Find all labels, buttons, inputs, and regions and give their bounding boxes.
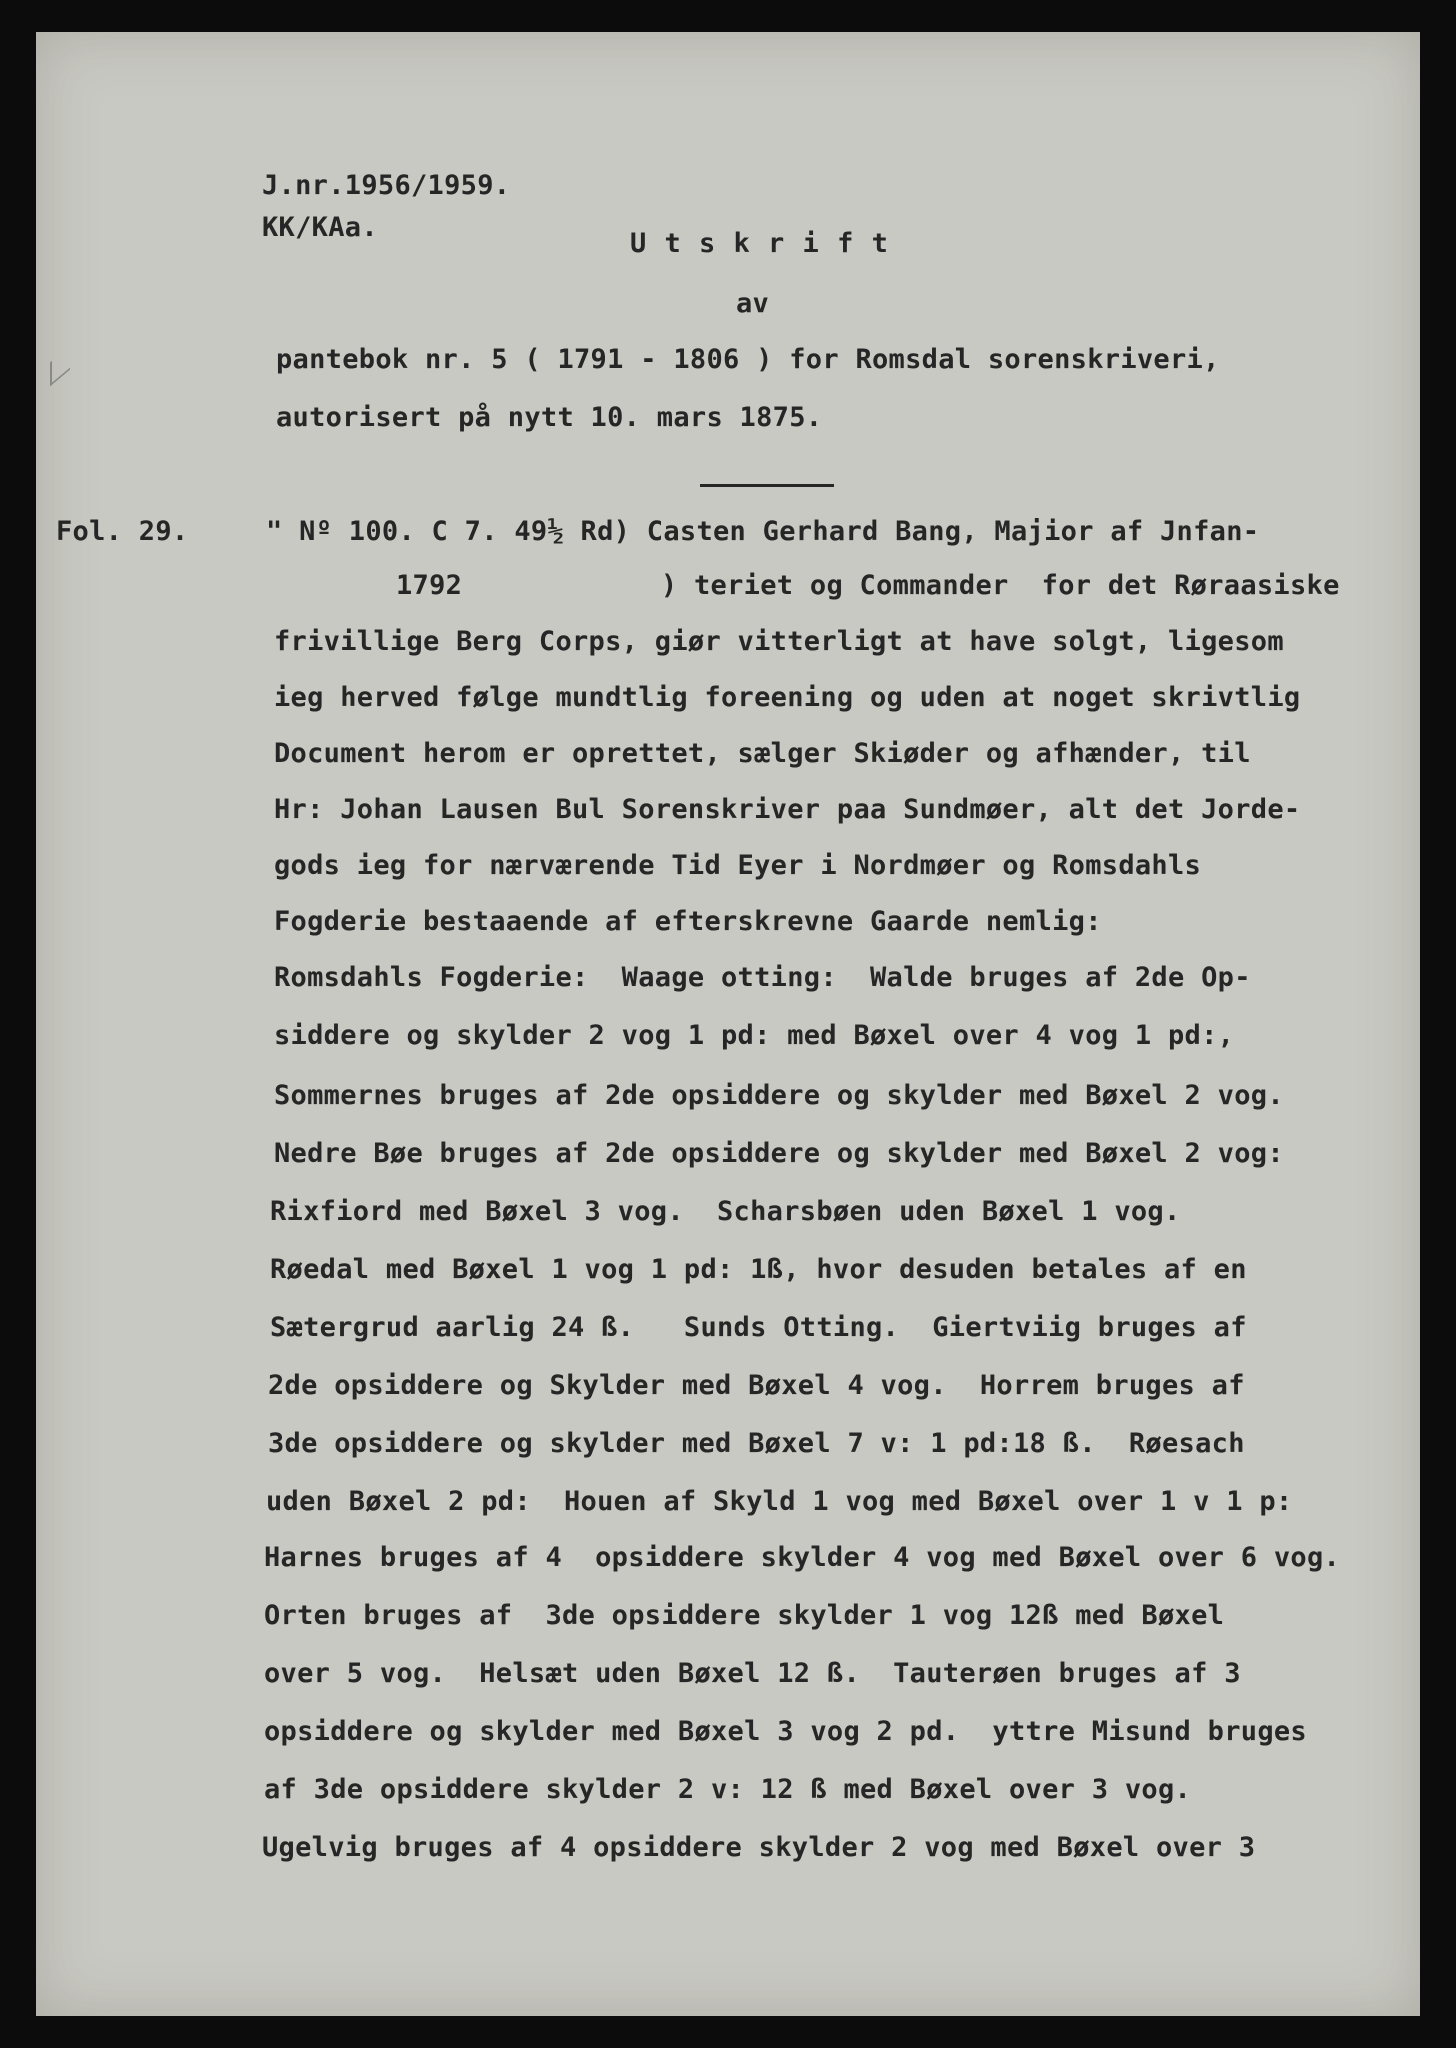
text-line: ieg herved følge mundtlig foreening og uden at noget skrivtlig	[274, 682, 1301, 713]
document-title-sub: av	[736, 288, 770, 319]
text-line: Harnes bruges af 4 opsiddere skylder 4 vog med Bøxel over 6 vog.	[264, 1542, 1341, 1573]
text-line: uden Bøxel 2 pd: Houen af Skyld 1 vog med Bøxel over 1 v 1 p:	[266, 1486, 1293, 1517]
text-line: af 3de opsiddere skylder 2 v: 12 ß med Bøxel over 3 vog.	[264, 1774, 1192, 1805]
text-line: gods ieg for nærværende Tid Eyer i Nordmøer og Romsdahls	[274, 850, 1202, 881]
text-line: over 5 vog. Helsæt uden Bøxel 12 ß. Tauterøen bruges af 3	[264, 1658, 1241, 1689]
entry-line: " Nº 100. C 7. 49½ Rd) Casten Gerhard Bang, Majior af Jnfan-	[266, 516, 1260, 547]
folio-number: Fol. 29.	[56, 516, 189, 547]
text-line: Romsdahls Fogderie: Waage otting: Walde bruges af 2de Op-	[274, 962, 1251, 993]
text-line: Rixfiord med Bøxel 3 vog. Scharsbøen uden Bøxel 1 vog.	[270, 1196, 1181, 1227]
document-title: U t s k r i f t	[630, 228, 889, 259]
text-line: opsiddere og skylder med Bøxel 3 vog 2 pd. yttre Misund bruges	[264, 1716, 1307, 1747]
text-line: Sætergrud aarlig 24 ß. Sunds Otting. Giertviig bruges af	[270, 1312, 1247, 1343]
source-line-2: autorisert på nytt 10. mars 1875.	[276, 402, 823, 433]
initials: KK/KAa.	[262, 212, 378, 243]
text-line: siddere og skylder 2 vog 1 pd: med Bøxel over 4 vog 1 pd:,	[274, 1020, 1235, 1051]
text-line: Ugelvig bruges af 4 opsiddere skylder 2 vog med Bøxel over 3	[262, 1832, 1256, 1863]
text-line: Orten bruges af 3de opsiddere skylder 1 vog 12ß med Bøxel	[264, 1600, 1225, 1631]
text-line: frivillige Berg Corps, giør vitterligt at have solgt, ligesom	[274, 626, 1284, 657]
text-line: 3de opsiddere og skylder med Bøxel 7 v: 1 pd:18 ß. Røesach	[268, 1428, 1245, 1459]
text-line: Document herom er oprettet, sælger Skiøder og afhænder, til	[274, 738, 1251, 769]
year-line: 1792 ) teriet og Commander for det Røraasiske	[396, 570, 1340, 601]
text-line: Hr: Johan Lausen Bul Sorenskriver paa Sundmøer, alt det Jorde-	[274, 794, 1301, 825]
journal-number: J.nr.1956/1959.	[262, 170, 511, 201]
text-line: Røedal med Bøxel 1 vog 1 pd: 1ß, hvor desuden betales af en	[270, 1254, 1247, 1285]
text-line: Sommernes bruges af 2de opsiddere og skylder med Bøxel 2 vog.	[274, 1080, 1284, 1111]
divider-line	[700, 484, 834, 487]
text-line: Nedre Bøe bruges af 2de opsiddere og skylder med Bøxel 2 vog:	[274, 1138, 1284, 1169]
text-line: 2de opsiddere og Skylder med Bøxel 4 vog. Horrem bruges af	[268, 1370, 1245, 1401]
source-line-1: pantebok nr. 5 ( 1791 - 1806 ) for Romsdal sorenskriveri,	[276, 344, 1220, 375]
text-line: Fogderie bestaaende af efterskrevne Gaarde nemlig:	[274, 906, 1102, 937]
